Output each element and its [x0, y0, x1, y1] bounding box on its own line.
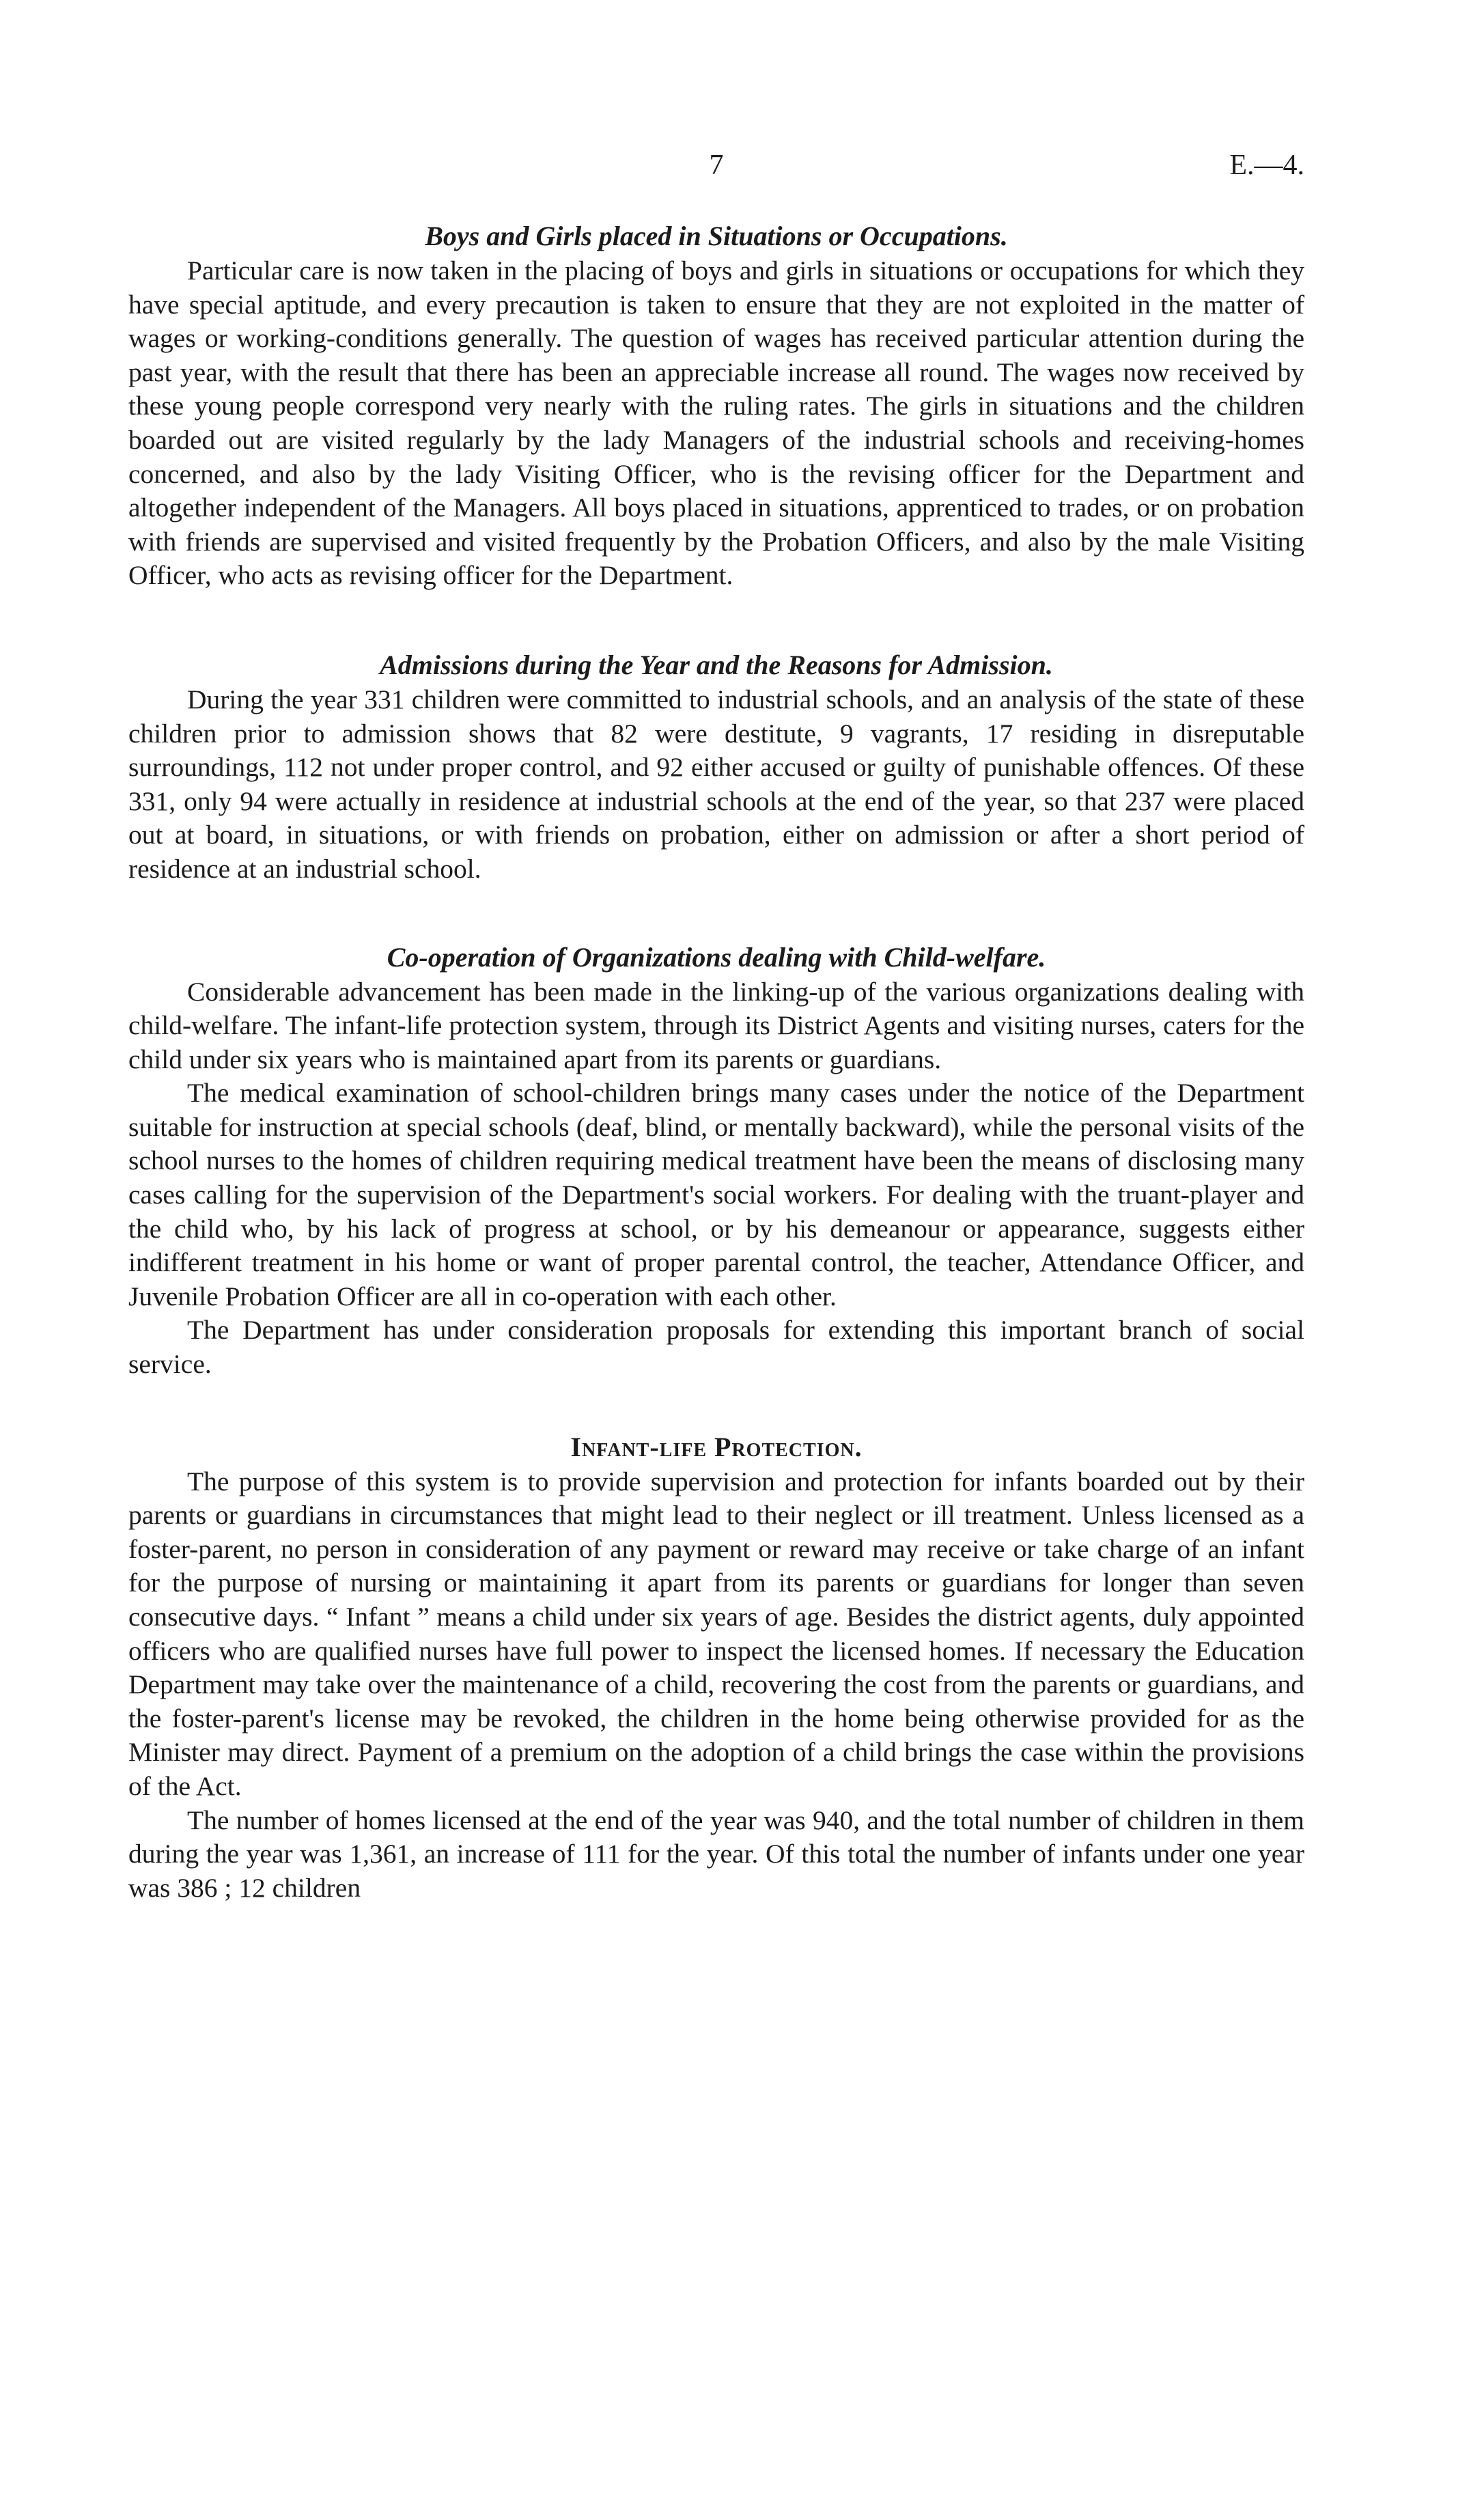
paragraph: Particular care is now taken in the placing of boys and girls in situations or occupations for which they have special aptitude, and every precaution is taken to ensure that they are not exploited in the matter of wages or working-conditions generally. The question of wages has received particular attention during the past year, with the result that there has been an appreciable increase all round. The wages now received by these young people correspond very nearly with the ruling rates. The girls in situations and the children boarded out are visited regularly by the lady Managers of the industrial schools and receiving-homes concerned, and also by the lady Visiting Officer, who is the revising officer for the Department and altogether independent of the Managers. All boys placed in situations, apprenticed to trades, or on probation with friends are supervised and visited frequently by the Probation Officers, and also by the male Visiting Officer, who acts as revising officer for the Department.: [128, 255, 1304, 591]
page-header: [128, 149, 1304, 190]
paragraph: The Department has under consideration proposals for extending this important branch of social service.: [128, 1315, 1304, 1380]
page-number: 7: [709, 150, 724, 181]
section-co-operation: [128, 940, 1304, 1382]
section-title: Co-operation of Organizations dealing with Child-welfare.: [387, 941, 1046, 973]
section-title: Infant-life Protection.: [570, 1431, 863, 1462]
section-title: Admissions during the Year and the Reasons for Admission.: [380, 649, 1053, 680]
document-reference: E.—4.: [1229, 150, 1304, 181]
section-infant-life-protection: [128, 1430, 1304, 1906]
paragraph: The medical examination of school-children brings many cases under the notice of the Department suitable for instruction at special schools (deaf, blind, or mentally backward), while the personal visits of the school nurses to the homes of children requiring medical treatment have been the means of disclosing many cases calling for the supervision of the Department's social workers. For dealing with the truant-player and the child who, by his lack of progress at school, or by his demeanour or appearance, suggests either indifferent treatment in his home or want of proper parental control, the teacher, Attendance Officer, and Juvenile Probation Officer are all in co-operation with each other.: [128, 1078, 1304, 1311]
page-content: [128, 219, 1304, 1905]
document-page: [128, 0, 1304, 2493]
paragraph: The number of homes licensed at the end of the year was 940, and the total number of children in them during the year was 1,361, an increase of 111 for the year. Of this total the number of infants under one year was 386 ; 12 children: [128, 1805, 1304, 1903]
paragraph: Considerable advancement has been made in the linking-up of the various organizations dealing with child-welfare. The infant-life protection system, through its District Agents and visiting nurses, caters for the child under six years who is maintained apart from its parents or guardians.: [128, 976, 1304, 1074]
section-title: Boys and Girls placed in Situations or Occupations.: [425, 221, 1008, 251]
section-situations: [128, 219, 1304, 593]
section-admissions: [128, 647, 1304, 887]
paragraph: The purpose of this system is to provide supervision and protection for infants boarded out by their parents or guardians in circumstances that might lead to their neglect or ill treatment. Unless licensed as a foster-parent, no person in consideration of any payment or reward may receive or take charge of an infant for the purpose of nursing or maintaining it apart from its parents or guardians for longer than seven consecutive days. “ Infant ” means a child under six years of age. Besides the district agents, duly appointed officers who are qualified nurses have full power to inspect the licensed homes. If necessary the Education Department may take over the maintenance of a child, recovering the cost from the parents or guardians, and the foster-parent's license may be revoked, the children in the home being otherwise provided for as the Minister may direct. Payment of a premium on the adoption of a child brings the case within the provisions of the Act.: [128, 1466, 1304, 1801]
paragraph: During the year 331 children were committed to industrial schools, and an analysis of the state of these children prior to admission shows that 82 were destitute, 9 vagrants, 17 residing in disreputable surroundings, 112 not under proper control, and 92 either accused or guilty of punishable offences. Of these 331, only 94 were actually in residence at industrial schools at the end of the year, so that 237 were placed out at board, in situations, or with friends on probation, either on admission or after a short period of residence at an industrial school.: [128, 684, 1304, 884]
